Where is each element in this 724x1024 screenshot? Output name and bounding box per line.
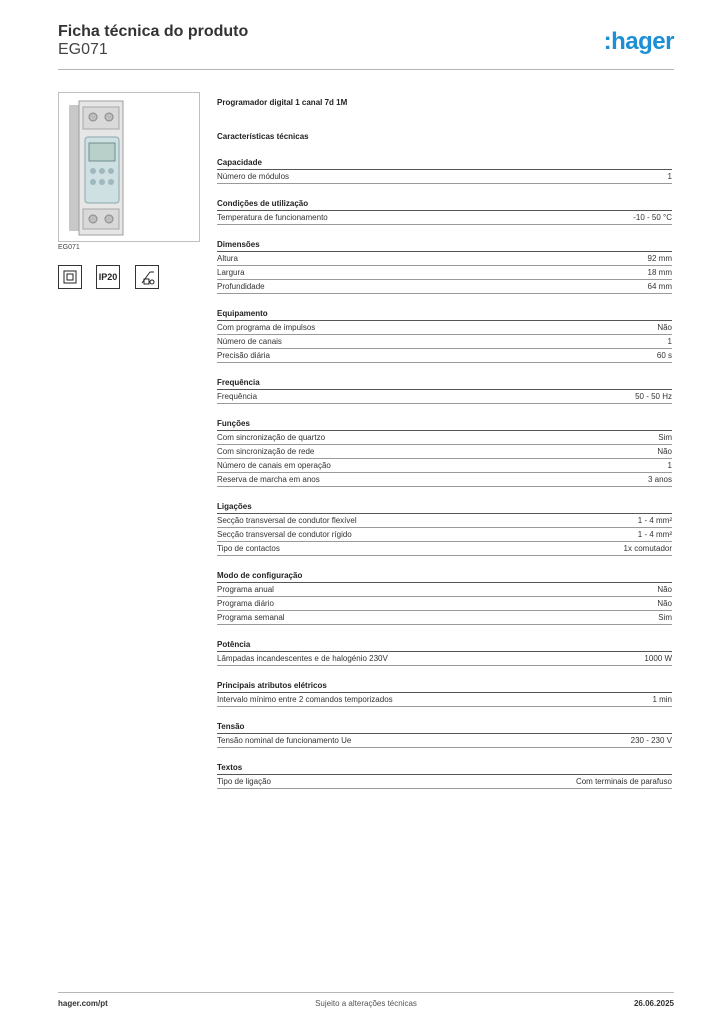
spec-value: 1x comutador	[623, 544, 672, 553]
spec-value: 1 min	[652, 695, 672, 704]
spec-row	[217, 473, 672, 487]
spec-value: 92 mm	[647, 254, 672, 263]
technical-content	[217, 97, 672, 789]
section-heading: Frequência	[217, 377, 672, 390]
section-heading: Textos	[217, 762, 672, 775]
spec-label: Com sincronização de quartzo	[217, 433, 326, 442]
section-heading: Equipamento	[217, 308, 672, 321]
spec-section	[217, 639, 672, 666]
spec-value: 18 mm	[647, 268, 672, 277]
spec-value: 1	[667, 461, 672, 470]
spec-row	[217, 734, 672, 748]
spec-row	[217, 528, 672, 542]
spec-row	[217, 514, 672, 528]
spec-value: 50 - 50 Hz	[635, 392, 672, 401]
spec-section	[217, 721, 672, 748]
ip20-icon: IP20	[96, 265, 120, 289]
footer-date: 26.06.2025	[633, 999, 674, 1008]
switch-symbol-icon	[135, 265, 159, 289]
spec-value: Sim	[658, 613, 672, 622]
spec-value: 1 - 4 mm²	[637, 530, 672, 539]
spec-label: Programa diário	[217, 599, 274, 608]
spec-row	[217, 390, 672, 404]
spec-label: Tipo de ligação	[217, 777, 271, 786]
spec-label: Intervalo mínimo entre 2 comandos temporizados	[217, 695, 393, 704]
spec-label: Número de canais	[217, 337, 282, 346]
section-heading: Principais atributos elétricos	[217, 680, 672, 693]
spec-value: Não	[657, 599, 672, 608]
spec-value: Não	[657, 585, 672, 594]
spec-label: Tipo de contactos	[217, 544, 280, 553]
spec-row	[217, 445, 672, 459]
spec-row	[217, 459, 672, 473]
footer-divider	[58, 992, 674, 993]
spec-label: Largura	[217, 268, 245, 277]
footer-disclaimer: Sujeito a alterações técnicas	[315, 999, 417, 1008]
spec-label: Temperatura de funcionamento	[217, 213, 328, 222]
spec-row	[217, 349, 672, 363]
spec-section	[217, 198, 672, 225]
spec-label: Com programa de impulsos	[217, 323, 316, 332]
spec-row	[217, 431, 672, 445]
section-heading: Condições de utilização	[217, 198, 672, 211]
spec-value: Com terminais de parafuso	[575, 777, 672, 786]
section-heading: Funções	[217, 418, 672, 431]
header-divider	[58, 69, 674, 70]
spec-row	[217, 542, 672, 556]
page-footer	[58, 999, 674, 1011]
spec-section	[217, 239, 672, 294]
hager-logo: :hager	[603, 28, 674, 55]
din-rail-timer-icon	[59, 93, 199, 241]
spec-label: Precisão diária	[217, 351, 270, 360]
spec-value: 1 - 4 mm²	[637, 516, 672, 525]
spec-value: -10 - 50 °C	[633, 213, 672, 222]
double-insulation-icon	[58, 265, 82, 289]
product-name: Programador digital 1 canal 7d 1M	[217, 98, 348, 107]
spec-row	[217, 280, 672, 294]
footer-website: hager.com/pt	[58, 999, 108, 1008]
spec-label: Profundidade	[217, 282, 265, 291]
spec-row	[217, 252, 672, 266]
spec-value: 3 anos	[647, 475, 672, 484]
spec-value: 230 - 230 V	[630, 736, 672, 745]
spec-row	[217, 583, 672, 597]
spec-row	[217, 211, 672, 225]
spec-section	[217, 680, 672, 707]
spec-label: Frequência	[217, 392, 258, 401]
spec-label: Lâmpadas incandescentes e de halogénio 230V	[217, 654, 388, 663]
spec-row	[217, 693, 672, 707]
spec-row	[217, 597, 672, 611]
spec-label: Número de canais em operação	[217, 461, 331, 470]
page-header	[58, 20, 674, 70]
spec-label: Programa anual	[217, 585, 274, 594]
image-caption: EG071	[58, 244, 80, 251]
spec-value: Não	[657, 323, 672, 332]
spec-row	[217, 775, 672, 789]
spec-value: 1000 W	[644, 654, 672, 663]
spec-row	[217, 335, 672, 349]
spec-label: Secção transversal de condutor rígido	[217, 530, 352, 539]
spec-value: 64 mm	[647, 282, 672, 291]
document-title: Ficha técnica do produto	[58, 23, 249, 40]
spec-section	[217, 570, 672, 625]
spec-value: 1	[667, 172, 672, 181]
spec-section	[217, 308, 672, 363]
spec-section	[217, 377, 672, 404]
section-heading: Capacidade	[217, 157, 672, 170]
spec-row	[217, 321, 672, 335]
spec-value: Sim	[658, 433, 672, 442]
spec-row	[217, 611, 672, 625]
spec-label: Secção transversal de condutor flexível	[217, 516, 357, 525]
spec-row	[217, 266, 672, 280]
tech-characteristics-heading: Características técnicas	[217, 132, 309, 141]
spec-label: Com sincronização de rede	[217, 447, 315, 456]
spec-value: 1	[667, 337, 672, 346]
section-heading: Modo de configuração	[217, 570, 672, 583]
spec-label: Tensão nominal de funcionamento Ue	[217, 736, 352, 745]
spec-value: 60 s	[656, 351, 672, 360]
spec-label: Programa semanal	[217, 613, 285, 622]
section-heading: Dimensões	[217, 239, 672, 252]
spec-row	[217, 170, 672, 184]
spec-section	[217, 501, 672, 556]
spec-section	[217, 157, 672, 184]
section-heading: Ligações	[217, 501, 672, 514]
product-reference: EG071	[58, 41, 108, 58]
spec-section	[217, 418, 672, 487]
spec-label: Altura	[217, 254, 238, 263]
spec-label: Reserva de marcha em anos	[217, 475, 320, 484]
section-heading: Potência	[217, 639, 672, 652]
product-image	[58, 92, 200, 242]
spec-section	[217, 762, 672, 789]
section-heading: Tensão	[217, 721, 672, 734]
spec-value: Não	[657, 447, 672, 456]
spec-row	[217, 652, 672, 666]
spec-label: Número de módulos	[217, 172, 290, 181]
